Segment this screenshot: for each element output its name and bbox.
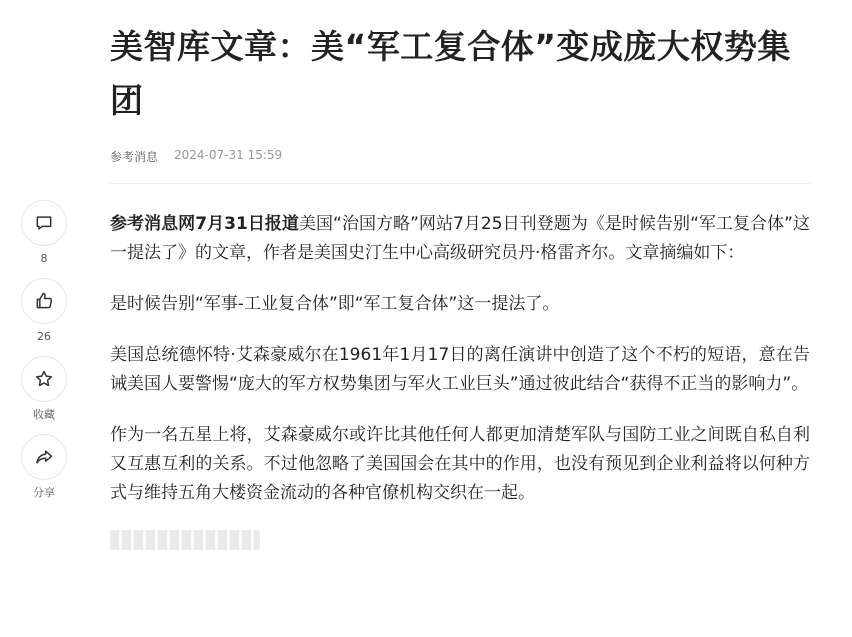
share-label: 分享	[33, 486, 55, 499]
thumbs-up-icon	[34, 291, 54, 311]
favorite-action[interactable]	[20, 356, 68, 422]
share-button[interactable]	[21, 434, 67, 480]
share-icon	[34, 447, 54, 467]
paragraph-text: 是时候告别“军事-工业复合体”即“军工复合体”这一提法了。	[110, 294, 560, 314]
article-datetime: 2024-07-31 15:59	[174, 148, 283, 162]
share-action[interactable]	[20, 434, 68, 500]
article-body	[110, 210, 810, 550]
paragraph-4	[110, 421, 810, 508]
comment-count: 8	[40, 252, 48, 265]
paragraph-lead: 参考消息网7月31日报道	[110, 214, 299, 234]
paragraph-1	[110, 210, 810, 268]
action-sidebar	[20, 200, 68, 512]
paragraph-text: 作为一名五星上将，艾森豪威尔或许比其他任何人都更加清楚军队与国防工业之间既自私自利又互惠互利的关系。不过他忽略了美国国会在其中的作用，也没有预见到企业利益将以何种方式与维持五角大楼资金流动的各种官僚机构交织在一起。	[110, 425, 810, 503]
comment-action[interactable]	[20, 200, 68, 266]
star-icon	[34, 369, 54, 389]
article-source[interactable]: 参考消息	[110, 150, 159, 164]
article-title: 美智库文章：美“军工复合体”变成庞大权势集团	[110, 27, 791, 120]
favorite-button[interactable]	[21, 356, 67, 402]
article	[110, 20, 810, 550]
like-action[interactable]	[20, 278, 68, 344]
loading-placeholder	[110, 530, 260, 550]
paragraph-3	[110, 341, 810, 399]
like-count: 26	[37, 330, 51, 343]
paragraph-text: 美国“治国方略”网站7月25日刊登题为《是时候告别“军工复合体”这一提法了》的文章，作者是美国史汀生中心高级研究员丹·格雷齐尔。文章摘编如下：	[110, 214, 810, 263]
favorite-label: 收藏	[33, 408, 55, 421]
comment-icon	[34, 213, 54, 233]
comment-button[interactable]	[21, 200, 67, 246]
article-meta	[110, 148, 810, 165]
paragraph-text: 美国总统德怀特·艾森豪威尔在1961年1月17日的离任演讲中创造了这个不朽的短语，意在告诫美国人要警惕“庞大的军方权势集团与军火工业巨头”通过彼此结合“获得不正当的影响力”。	[110, 345, 810, 394]
paragraph-2	[110, 290, 810, 319]
like-button[interactable]	[21, 278, 67, 324]
divider	[110, 183, 810, 184]
